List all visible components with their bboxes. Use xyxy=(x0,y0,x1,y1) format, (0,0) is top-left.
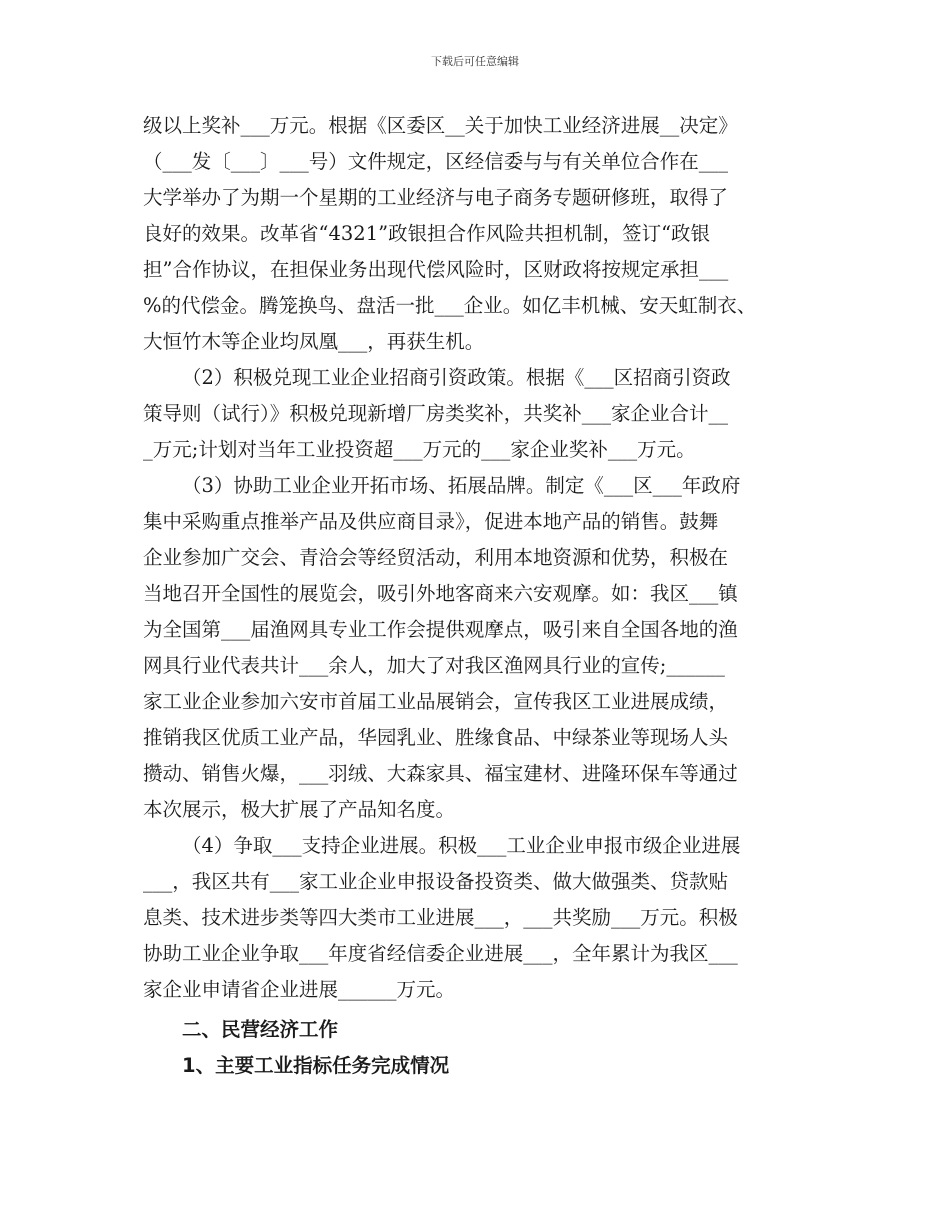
text-line: （2）积极兑现工业企业招商引资政策。根据《___区招商引资政 xyxy=(182,366,731,389)
text-line: _万元;计划对当年工业投资超___万元的___家企业奖补___万元。 xyxy=(143,438,696,461)
text-line: 良好的效果。改革省“4321”政银担合作风险共担机制，签订“政银 xyxy=(143,222,711,245)
text-line: 息类、技术进步类等四大类市工业进展___，___共奖励___万元。积极 xyxy=(143,906,738,929)
text-line: 本次展示，极大扩展了产品知名度。 xyxy=(143,798,456,821)
text-line: 大学举办了为期一个星期的工业经济与电子商务专题研修班，取得了 xyxy=(143,186,729,209)
text-line: ___，我区共有___家工业企业申报设备投资类、做大做强类、贷款贴 xyxy=(143,870,729,893)
paragraph xyxy=(143,360,815,468)
text-line: 集中采购重点推举产品及供应商目录》，促进本地产品的销售。鼓舞 xyxy=(143,510,719,533)
text-line: 当地召开全国性的展览会，吸引外地客商来六安观摩。如：我区___镇 xyxy=(143,582,738,605)
text-line: 企业参加广交会、青洽会等经贸活动，利用本地资源和优势，积极在 xyxy=(143,546,729,569)
text-line: 家工业企业参加六安市首届工业品展销会，宣传我区工业进展成绩， xyxy=(143,690,729,713)
text-line: （4）争取___支持企业进展。积极___工业企业申报市级企业进展 xyxy=(182,834,741,857)
text-line: %的代偿金。腾笼换鸟、盘活一批___企业。如亿丰机械、安天虹制衣、 xyxy=(143,294,757,317)
text-line: 担”合作协议，在担保业务出现代偿风险时，区财政将按规定承担___ xyxy=(143,258,729,281)
page-header: 下载后可任意编辑 xyxy=(431,55,519,68)
text-line: 网具行业代表共计___余人，加大了对我区渔网具行业的宣传;______ xyxy=(143,654,725,677)
paragraph xyxy=(143,468,815,828)
subsection-heading: 1、主要工业指标任务完成情况 xyxy=(182,1054,450,1077)
document-body xyxy=(143,108,815,1084)
text-line: 协助工业企业争取___年度省经信委企业进展___，全年累计为我区___ xyxy=(143,942,738,965)
text-line: 策导则（试行）》积极兑现新增厂房类奖补，共奖补___家企业合计__ xyxy=(143,402,729,425)
paragraph xyxy=(143,828,815,1008)
text-line: 推销我区优质工业产品，华园乳业、胜缘食品、中绿茶业等现场人头 xyxy=(143,726,729,749)
text-line: 攒动、销售火爆，___羽绒、大森家具、福宝建材、进隆环保车等通过 xyxy=(143,762,738,785)
text-line: 为全国第___届渔网具专业工作会提供观摩点，吸引来自全国各地的渔 xyxy=(143,618,738,641)
text-line: 家企业申请省企业进展______万元。 xyxy=(143,978,456,1001)
text-line: （3）协助工业企业开拓市场、拓展品牌。制定《___区___年政府 xyxy=(182,474,741,497)
paragraph xyxy=(143,108,815,360)
text-line: 大恒竹木等企业均凤凰___，再获生机。 xyxy=(143,330,485,353)
section-heading: 二、民营经济工作 xyxy=(182,1018,339,1041)
text-line: （___发〔___〕___号）文件规定，区经信委与与有关单位合作在___ xyxy=(143,150,729,173)
text-line: 级以上奖补___万元。根据《区委区__关于加快工业经济进展__决定》 xyxy=(143,114,738,137)
